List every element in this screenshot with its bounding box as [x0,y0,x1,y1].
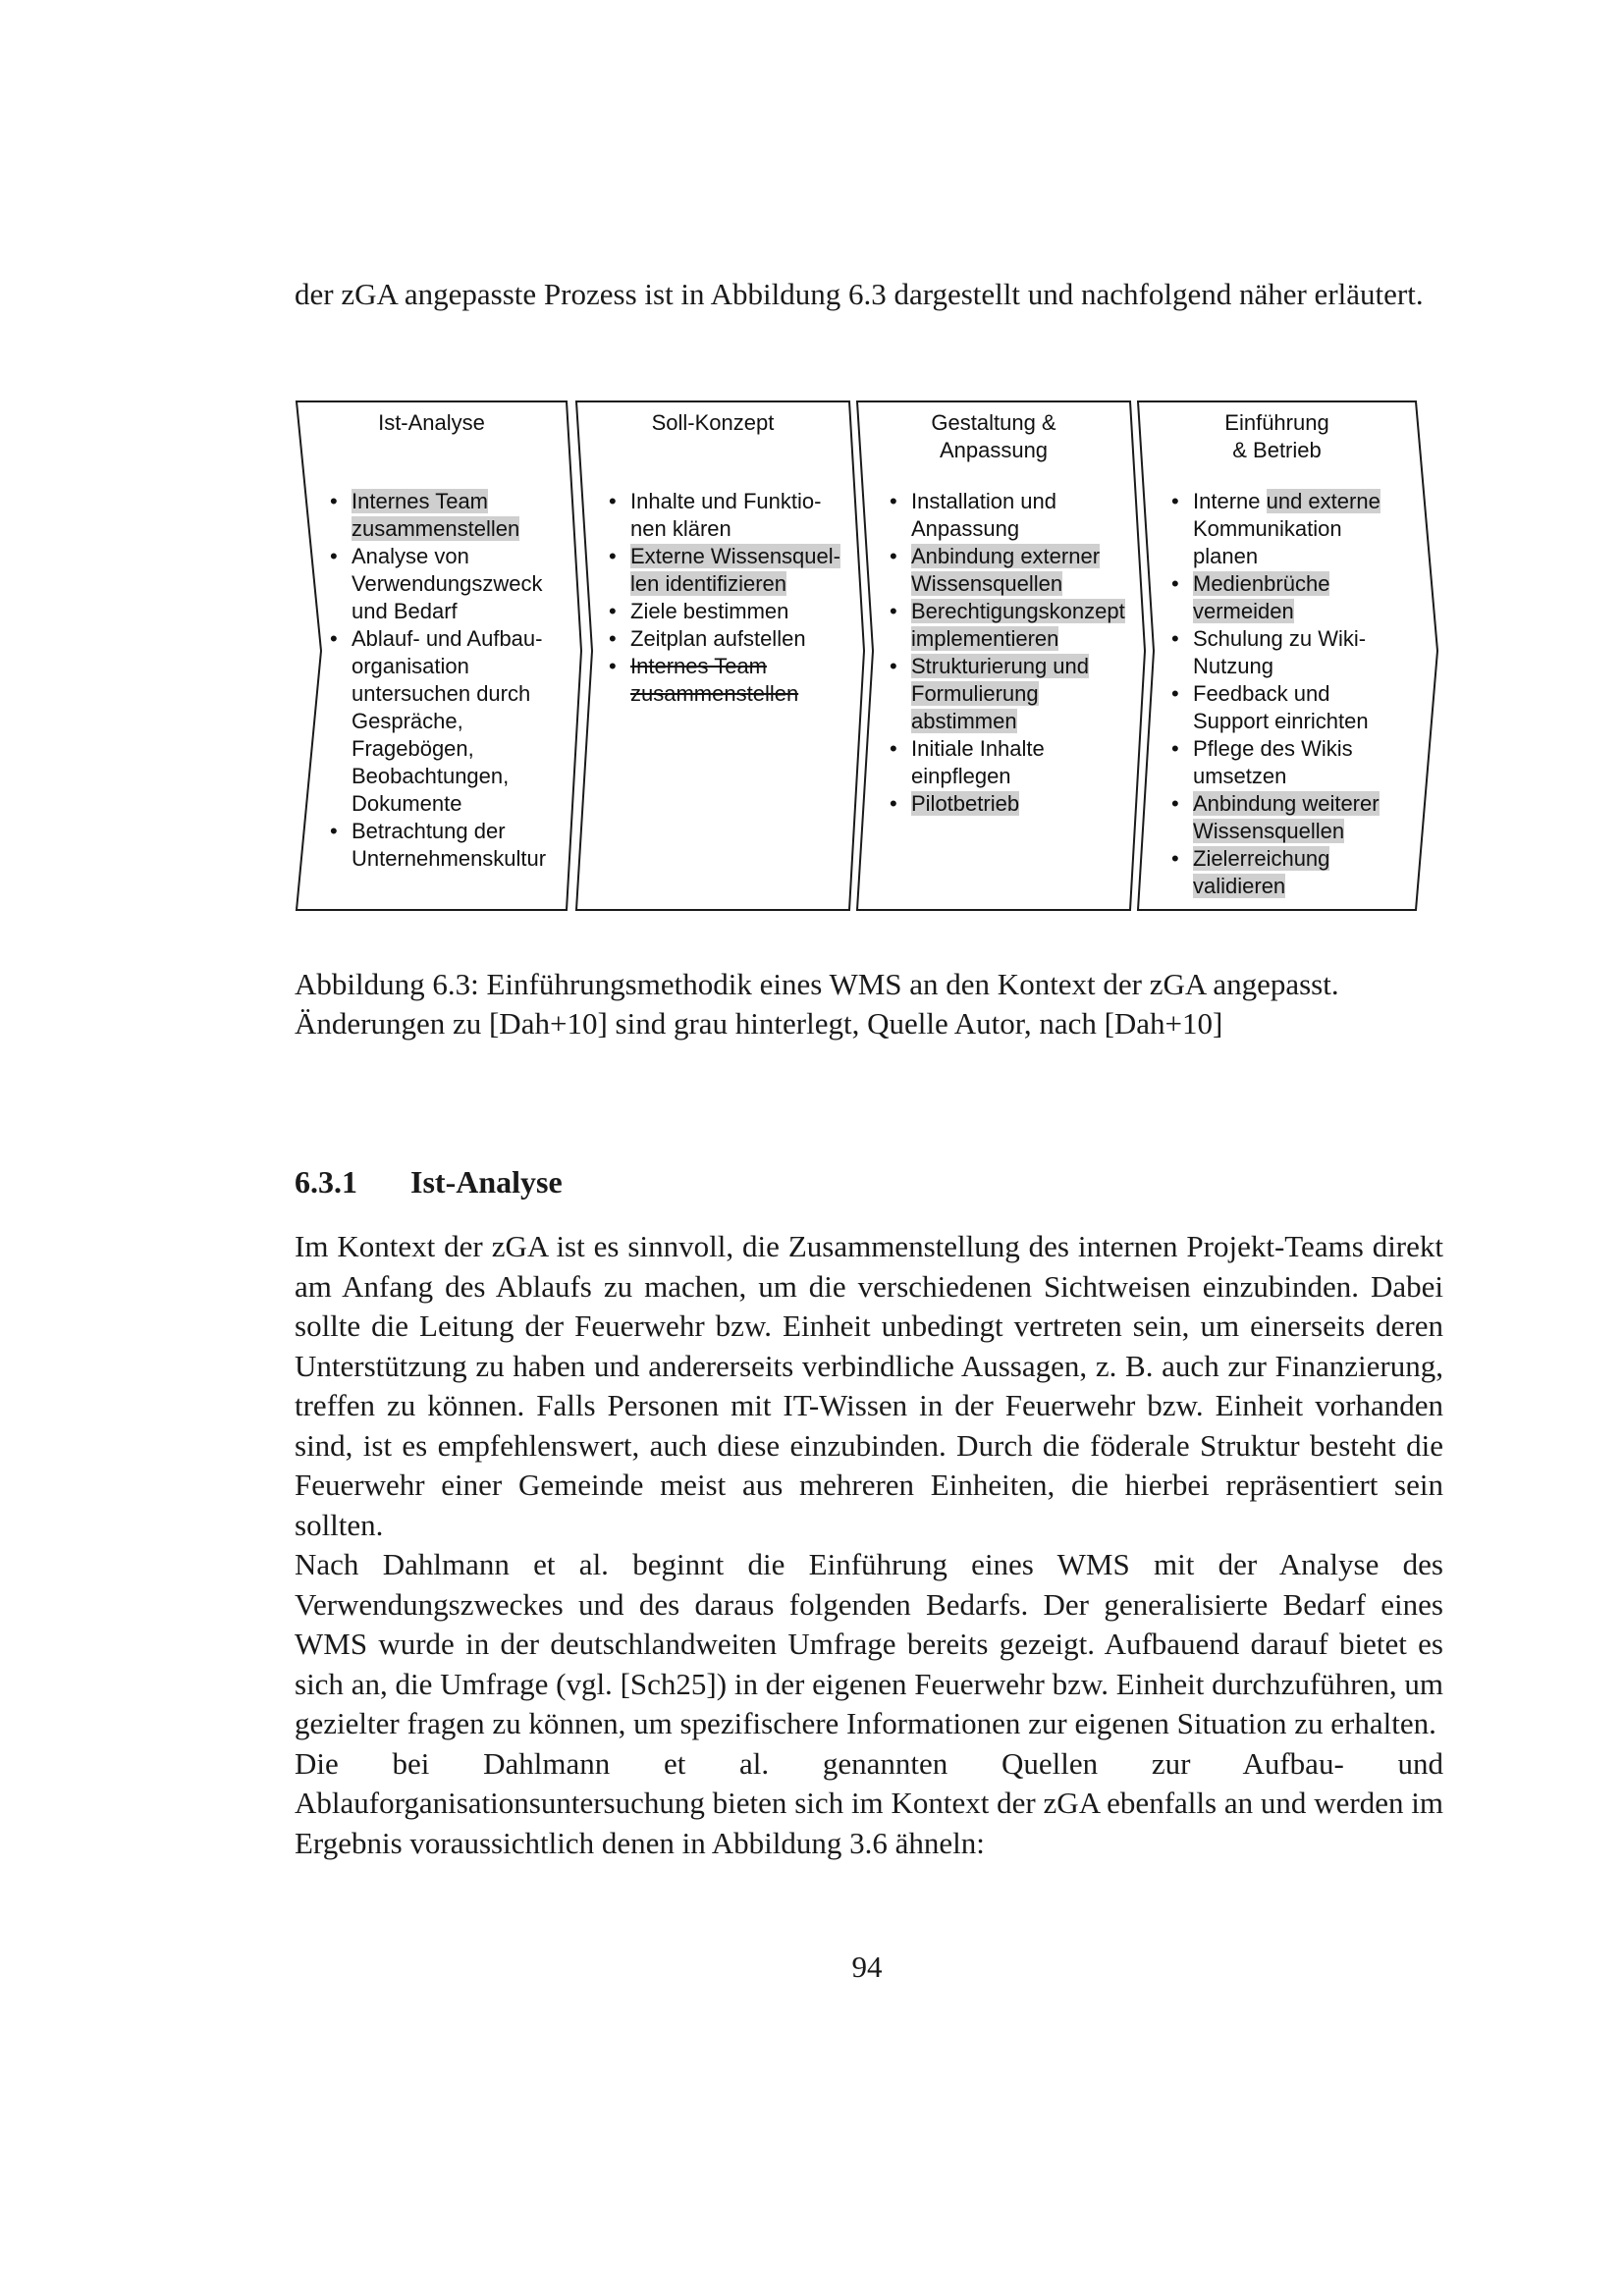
stage-item-line [352,790,546,818]
stage-item-text: len identifizieren [630,571,786,596]
stage-item-text: Strukturierung und [911,654,1089,678]
stage-item [886,653,1125,735]
caption-line-1: Abbildung 6.3: Einführungsmethodik eines WMS an den Kontext der zGA angepasst. [295,967,1339,1001]
stage-item-text: validieren [1193,874,1286,898]
stage-item [1167,570,1380,625]
stage-item-text: untersuchen durch [352,681,531,706]
stage-item-line [911,625,1125,653]
stage-item-line [1193,598,1380,625]
stage-item-line [352,735,546,763]
stage-item-text: Internes Team [630,654,768,678]
stage-title: Gestaltung & Anpassung [931,410,1056,462]
stage-item-line [911,570,1125,598]
stage-item-text: zusammenstellen [630,681,799,706]
stage-item-line [1193,708,1380,735]
stage-item-line [630,515,840,543]
stage-item [886,488,1125,543]
stage-item-line [1193,570,1380,598]
stage-item-line [911,763,1125,790]
stage-einfuehrung-betrieb [1138,396,1416,916]
stage-item [605,488,840,543]
stage-item-line [630,653,840,680]
stage-item-text: Unternehmenskultur [352,846,547,871]
stage-item-text: implementieren [911,626,1059,651]
stage-item-text: Verwendungszweck [352,571,543,596]
stage-item-text: Anbindung externer [911,544,1101,568]
stage-item-line [1193,653,1380,680]
stage-item-text: einpflegen [911,764,1011,788]
stage-items [605,488,840,708]
stage-item-text: Betrachtung der [352,819,506,843]
stage-item-line [352,570,546,598]
stage-item [605,598,840,625]
stage-item [886,790,1125,818]
paragraph: Im Kontext der zGA ist es sinnvoll, die Zusammenstellung des internen Projekt-Teams direkt am Anfang des Ablaufs zu machen, um die verschiedenen Sichtweisen einzubinden. Dabei sollte die Leitung der Feuerwehr bzw. Einheit unbedingt vertreten sein, um einerseits deren Unterstützung zu haben und andererseits verbindliche Aussagen, z. B. auch zur Finanzierung, treffen zu können. Falls Personen mit IT-Wissen in der Feuerwehr bzw. Einheit vorhanden sind, ist es empfehlenswert, auch diese einzubinden. Durch die föderale Struktur besteht die Feuerwehr einer Gemeinde meist aus mehreren Einheiten, die hierbei repräsentiert sein sollten. [295,1229,1443,1542]
caption-line-2: Änderungen zu [Dah+10] sind grau hinterlegt, Quelle Autor, nach [Dah+10] [295,1006,1223,1041]
stage-item [1167,735,1380,790]
stage-item-line [352,625,546,653]
stage-item [1167,680,1380,735]
stage-item-text: Externe Wissensquel- [630,544,840,568]
stage-item-line [352,543,546,570]
stage-item-text: Berechtigungskonzept [911,599,1125,623]
stage-item-line [911,653,1125,680]
stage-item-line [911,515,1125,543]
stage-item [326,488,546,543]
process-figure [295,396,1439,916]
stage-item-line [352,515,546,543]
stage-item-text: abstimmen [911,709,1017,733]
stage-title: Einführung & Betrieb [1224,410,1329,462]
stage-item-text: umsetzen [1193,764,1287,788]
stage-item-line [352,653,546,680]
stage-item-text: Formulierung [911,681,1039,706]
paragraph: Die bei Dahlmann et al. genannten Quellen zur Aufbau- und Ablauforganisationsuntersuchung bieten sich im Kontext der zGA ebenfalls an und werden im Ergebnis voraussichtlich denen in Abbildung 3.6 ähneln: [295,1745,1443,1860]
stage-item-text: Dokumente [352,791,462,816]
stage-item-line [911,543,1125,570]
stage-items [886,488,1125,818]
stage-item-text: zusammenstellen [352,516,520,541]
stage-item-line [352,708,546,735]
stage-item-text: vermeiden [1193,599,1294,623]
stage-item-text: Gespräche, [352,709,463,733]
stage-items [326,488,546,873]
stage-item-text: Interne [1193,489,1267,513]
stage-item-text: Inhalte und Funktio- [630,489,822,513]
stage-item-text: Beobachtungen, [352,764,510,788]
stage-item-text: Zielerreichung [1193,846,1330,871]
stage-item-line [352,818,546,845]
stage-ist-analyse [297,396,567,916]
stage-item-line [1193,515,1380,543]
stage-item-text: Internes Team [352,489,489,513]
intro-paragraph: der zGA angepasste Prozess ist in Abbildung 6.3 dargestellt und nachfolgend näher erläutert. [295,277,1424,311]
paragraph: Nach Dahlmann et al. beginnt die Einführung eines WMS mit der Analyse des Verwendungszweckes und des daraus folgenden Bedarfs. Der generalisierte Bedarf eines WMS wurde in der deutschlandweiten Umfrage bereits gezeigt. Aufbauend darauf bietet es sich an, die Umfrage (vgl. [Sch25]) in der eigenen Feuerwehr bzw. Einheit durchzuführen, um gezielter fragen zu können, um spezifischere Informationen zur eigenen Situation zu erhalten. [295,1547,1443,1740]
stage-item [605,543,840,598]
body-text [295,1227,1443,1863]
stage-item [605,625,840,653]
stage-soll-konzept [576,396,849,916]
stage-item-line [630,543,840,570]
stage-item-line [1193,790,1380,818]
stage-item [886,543,1125,598]
stage-item-line [1193,818,1380,845]
stage-item-text: Support einrichten [1193,709,1369,733]
stage-item-text: Medienbrüche [1193,571,1330,596]
stage-item-text: Wissensquellen [1193,819,1345,843]
stage-item-text: Schulung zu Wiki- [1193,626,1367,651]
stage-item-line [630,598,840,625]
stage-item-line [911,680,1125,708]
stage-item-line [630,625,840,653]
stage-item-text: Anpassung [911,516,1020,541]
stage-item-line [911,790,1125,818]
stage-item-text: Installation und [911,489,1056,513]
stage-item-text: Zeitplan aufstellen [630,626,806,651]
stage-item-line [1193,873,1380,900]
stage-item-text: Feedback und [1193,681,1330,706]
stage-item-text: Kommunikation [1193,516,1342,541]
stage-item-text: organisation [352,654,469,678]
stage-item-line [1193,625,1380,653]
page-number: 94 [851,1949,883,1984]
stage-item-line [911,598,1125,625]
stage-item-text: Pilotbetrieb [911,791,1020,816]
stage-title: Ist-Analyse [378,410,485,435]
stage-item-text: nen klären [630,516,731,541]
stage-item-line [911,735,1125,763]
stage-item-line [352,488,546,515]
section-heading [295,1162,563,1201]
stage-item-line [1193,680,1380,708]
section-number: 6.3.1 [295,1164,357,1200]
stage-item-line [630,570,840,598]
stage-item-line [352,763,546,790]
stage-item-text: Fragebögen, [352,736,474,761]
stage-item-text: Analyse von [352,544,469,568]
stage-item-text: und externe [1266,489,1380,513]
stage-item [886,598,1125,653]
stage-item [326,543,546,625]
stage-item-line [911,488,1125,515]
stage-item-line [352,680,546,708]
stage-item [326,818,546,873]
stage-item-text: Nutzung [1193,654,1273,678]
stage-item-text: Pflege des Wikis [1193,736,1353,761]
stage-item-line [352,845,546,873]
stage-item [1167,625,1380,680]
stage-item-text: und Bedarf [352,599,458,623]
stage-item-line [1193,735,1380,763]
stage-item-line [1193,845,1380,873]
stage-item-text: Wissensquellen [911,571,1063,596]
stage-item-line [352,598,546,625]
stage-item [1167,845,1380,900]
stage-title: Soll-Konzept [651,410,775,435]
stage-item [605,653,840,708]
stage-item-text: Ablauf- und Aufbau- [352,626,543,651]
figure-caption [295,965,1453,1043]
stage-item [886,735,1125,790]
stage-item-line [630,488,840,515]
stage-gestaltung-anpassung [857,396,1130,916]
stage-item-text: planen [1193,544,1259,568]
stage-item [1167,790,1380,845]
stage-item [1167,488,1380,570]
section-title: Ist-Analyse [410,1164,563,1200]
stage-item-line [911,708,1125,735]
stage-item-text: Anbindung weiterer [1193,791,1380,816]
stage-item-line [1193,488,1380,515]
stage-item [326,625,546,818]
stage-item-text: Ziele bestimmen [630,599,789,623]
stage-item-line [630,680,840,708]
stage-item-text: Initiale Inhalte [911,736,1045,761]
stage-item-line [1193,543,1380,570]
stage-item-line [1193,763,1380,790]
stage-items [1167,488,1380,900]
